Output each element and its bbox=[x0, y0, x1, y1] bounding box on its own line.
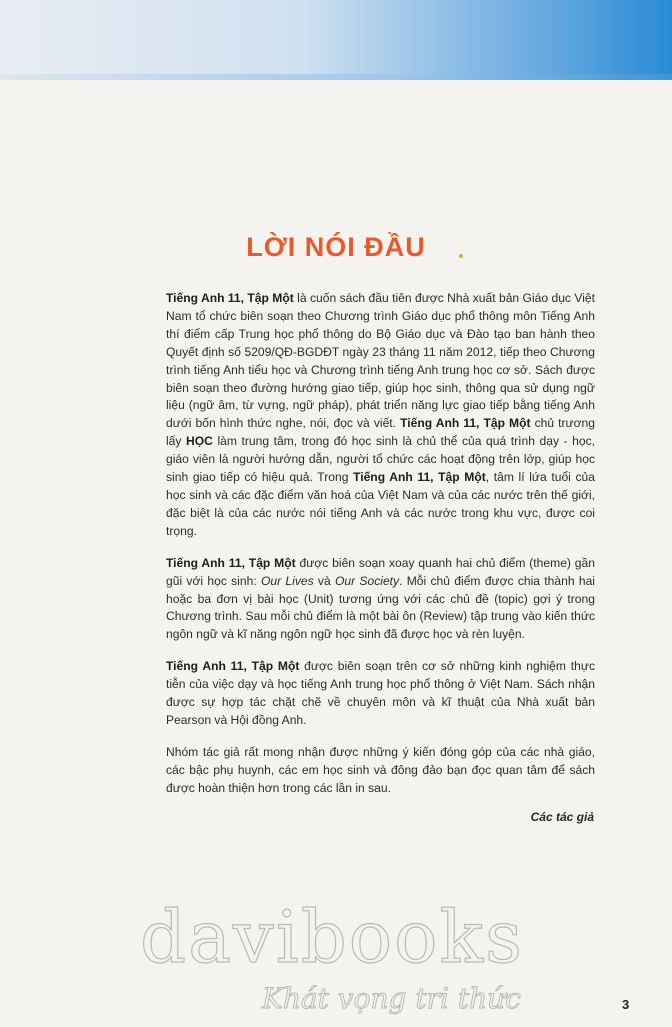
watermark-brand: davibooks bbox=[140, 895, 525, 979]
emphasis: HỌC bbox=[186, 434, 213, 449]
text-span: được biên soạn xoay quanh hai chủ điểm (theme) gần gũi với học sinh: bbox=[166, 555, 595, 588]
text-span: Nhóm tác giả rất mong nhận được những ý kiến đóng góp của các nhà giáo, các bậc phụ huynh, các em học sinh và đông đảo bạn đọc quan tâm để sách được hoàn thiện hơn trong các lần in sau. bbox=[166, 744, 595, 795]
signature: Các tác giả bbox=[530, 810, 594, 824]
text-span: là cuốn sách đầu tiên được Nhà xuất bản Giáo dục Việt Nam tổ chức biên soạn theo Chương trình Giáo dục phổ thông môn Tiếng Anh thí điểm cấp Trung học phổ thông do Bộ Giáo dục và Đào tạo ban hành theo Quyết định số 5209/QĐ-BGDĐT ngày 23 tháng 11 năm 2012, tiếp theo Chương trình tiếng Anh tiểu học và Chương trình tiếng Anh trung học cơ sở. Sách được biên soạn theo đường hướng giao tiếp, giúp học sinh, thông qua sử dụng ngữ liệu (ngữ âm, từ vựng, ngữ pháp), phát triển năng lực giao tiếp bằng tiếng Anh dưới bốn hình thức nghe, nói, đọc và viết. bbox=[166, 291, 595, 431]
preface-body bbox=[166, 290, 595, 812]
book-title: Tiếng Anh 11, Tập Một bbox=[400, 416, 531, 431]
top-color-band bbox=[0, 0, 672, 80]
text-span: làm trung tâm, trong đó học sinh là chủ thể của quá trình dạy - học, giáo viên là người hướng dẫn, người tổ chức các hoạt động trên lớp, giúp học sinh giao tiếp có hiệu quả. Trong bbox=[166, 434, 595, 485]
paragraph-4 bbox=[166, 744, 595, 798]
book-title: Tiếng Anh 11, Tập Một bbox=[166, 555, 296, 570]
book-title: Tiếng Anh 11, Tập Một bbox=[166, 291, 294, 305]
text-span: được biên soạn trên cơ sở những kinh nghiệm thực tiễn của việc dạy và học tiếng Anh trung học phổ thông ở Việt Nam. Sách nhận được sự hợp tác chặt chẽ về chuyên môn và kĩ thuật của Nhà xuất bản Pearson và Hội đồng Anh. bbox=[166, 659, 595, 727]
paragraph-2 bbox=[166, 555, 595, 645]
text-span: và bbox=[313, 573, 335, 588]
paragraph-3 bbox=[166, 658, 595, 730]
paragraph-1 bbox=[166, 290, 595, 541]
theme-name: Our Society bbox=[334, 573, 400, 588]
text-span: . Mỗi chủ điểm được chia thành hai hoặc ba đơn vị bài học (Unit) tương ứng với các chủ đề (topic) gợi ý trong Chương trình. Sau mỗi chủ điểm là một bài ôn (Review) tập trung vào kiến thức ngôn ngữ và kĩ năng ngôn ngữ học sinh đã được học và rèn luyện. bbox=[166, 573, 595, 642]
page-number: 3 bbox=[622, 997, 630, 1012]
book-title: Tiếng Anh 11, Tập Một bbox=[353, 470, 486, 485]
text-span: chủ trương lấy bbox=[166, 416, 595, 449]
watermark-slogan: Khát vọng tri thức bbox=[262, 982, 521, 1015]
decorative-dot bbox=[459, 254, 463, 258]
text-span: , tâm lí lứa tuổi của học sinh và các đặc điểm văn hoá của Việt Nam và của các nước trên thế giới, đặc biệt là của các nước nói tiếng Anh và các nước trong khu vực, được coi trọng. bbox=[166, 470, 595, 538]
page-title: LỜI NÓI ĐẦU bbox=[246, 232, 426, 262]
theme-name: Our Lives bbox=[260, 573, 314, 588]
book-title: Tiếng Anh 11, Tập Một bbox=[166, 659, 300, 674]
